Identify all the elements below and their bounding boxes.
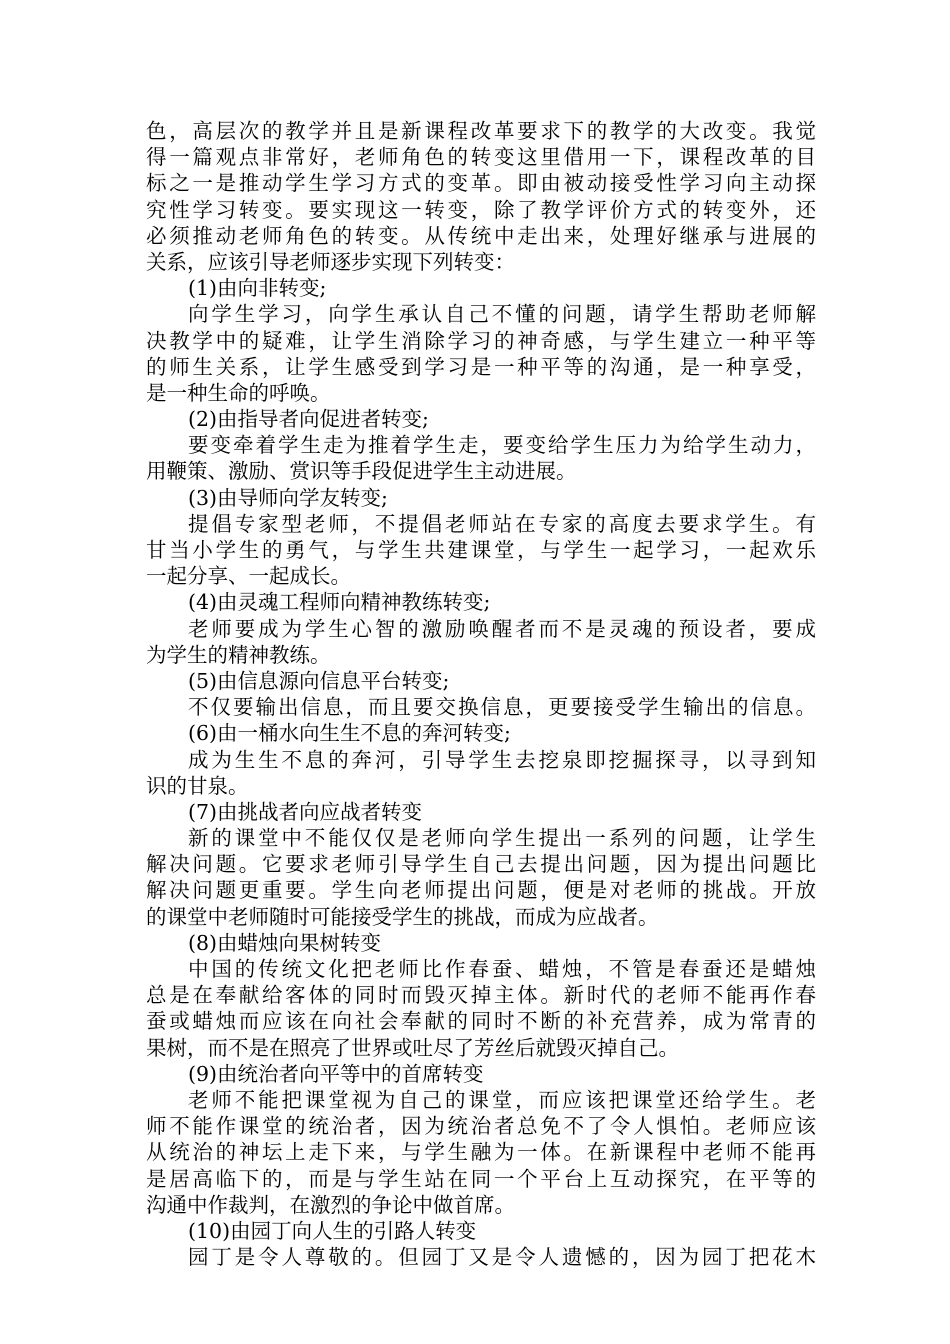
text-line: 色，高层次的教学并且是新课程改革要求下的教学的大改变。我觉	[146, 119, 816, 143]
text-line: 师不能作课堂的统治者，因为统治者总免不了令人惧怕。老师应该	[146, 1114, 816, 1139]
text-line: 是一种生命的呼唤。	[146, 380, 331, 405]
text-line: 要变牵着学生走为推着学生走，要变给学生压力为给学生动力，	[188, 433, 816, 458]
text-line: (4)由灵魂工程师向精神教练转变;	[188, 590, 491, 615]
text-line: (2)由指导者向促进者转变;	[188, 407, 429, 432]
text-line: (3)由导师向学友转变;	[188, 485, 388, 510]
document-body	[146, 118, 816, 1270]
text-line: 老师不能把课堂视为自己的课堂，而应该把课堂还给学生。老	[188, 1087, 816, 1112]
text-line: (5)由信息源向信息平台转变;	[188, 668, 450, 693]
text-line: 究性学习转变。要实现这一转变，除了教学评价方式的转变外，还	[146, 197, 816, 222]
text-line: 沟通中作裁判，在激烈的争论中做首席。	[146, 1192, 515, 1217]
text-line: 识的甘泉。	[146, 773, 249, 798]
text-line: 提倡专家型老师，不提倡老师站在专家的高度去要求学生。有	[188, 511, 816, 536]
text-line: 解决问题。它要求老师引导学生自己去提出问题，因为提出问题比	[146, 852, 816, 877]
text-line: 从统治的神坛上走下来，与学生融为一体。在新课程中老师不能再	[146, 1140, 816, 1165]
text-line: 关系，应该引导老师逐步实现下列转变：	[146, 249, 515, 274]
text-line: (1)由向非转变;	[188, 276, 327, 301]
text-line: 决教学中的疑难，让学生消除学习的神奇感，与学生建立一种平等	[146, 328, 816, 353]
text-line: 标之一是推动学生学习方式的变革。即由被动接受性学习向主动探	[146, 171, 816, 196]
text-line: 是居高临下的，而是与学生站在同一个平台上互动探究，在平等的	[146, 1166, 816, 1191]
text-line: (7)由挑战者向应战者转变	[188, 799, 423, 824]
text-line: 得一篇观点非常好，老师角色的转变这里借用一下，课程改革的目	[146, 145, 816, 170]
text-line: 为学生的精神教练。	[146, 642, 331, 667]
text-line: (9)由统治者向平等中的首席转变	[188, 1061, 484, 1086]
text-line: 果树，而不是在照亮了世界或吐尽了芳丝后就毁灭掉自己。	[146, 1035, 679, 1060]
text-line: 蚕或蜡烛而应该在向社会奉献的同时不断的补充营养，成为常青的	[146, 1009, 816, 1034]
text-line: 用鞭策、激励、赏识等手段促进学生主动进展。	[146, 459, 577, 484]
text-line: 成为生生不息的奔河，引导学生去挖泉即挖掘探寻，以寻到知	[188, 747, 816, 772]
text-line: 甘当小学生的勇气，与学生共建课堂，与学生一起学习，一起欢乐	[146, 538, 816, 562]
text-line: 中国的传统文化把老师比作春蚕、蜡烛，不管是春蚕还是蜡烛	[188, 957, 816, 981]
text-line: 老师要成为学生心智的激励唤醒者而不是灵魂的预设者，要成	[188, 616, 816, 641]
text-line: 不仅要输出信息，而且要交换信息，更要接受学生输出的信息。	[188, 695, 816, 720]
text-line: 新的课堂中不能仅仅是老师向学生提出一系列的问题，让学生	[188, 826, 816, 851]
text-line: 一起分享、一起成长。	[146, 564, 351, 589]
text-line: 总是在奉献给客体的同时而毁灭掉主体。新时代的老师不能再作春	[146, 983, 816, 1008]
text-line: (8)由蜡烛向果树转变	[188, 930, 382, 955]
text-line: 解决问题更重要。学生向老师提出问题，便是对老师的挑战。开放	[146, 878, 816, 903]
text-line: 向学生学习，向学生承认自己不懂的问题，请学生帮助老师解	[188, 302, 816, 327]
text-line: (10)由园丁向人生的引路人转变	[188, 1218, 477, 1243]
text-line: 的师生关系，让学生感受到学习是一种平等的沟通，是一种享受，	[146, 354, 816, 379]
text-line: 的课堂中老师随时可能接受学生的挑战，而成为应战者。	[146, 904, 659, 929]
text-line: (6)由一桶水向生生不息的奔河转变;	[188, 721, 511, 746]
text-line: 必须推动老师角色的转变。从传统中走出来，处理好继承与进展的	[146, 223, 816, 248]
text-line: 园丁是令人尊敬的。但园丁又是令人遗憾的，因为园丁把花木	[188, 1245, 816, 1270]
